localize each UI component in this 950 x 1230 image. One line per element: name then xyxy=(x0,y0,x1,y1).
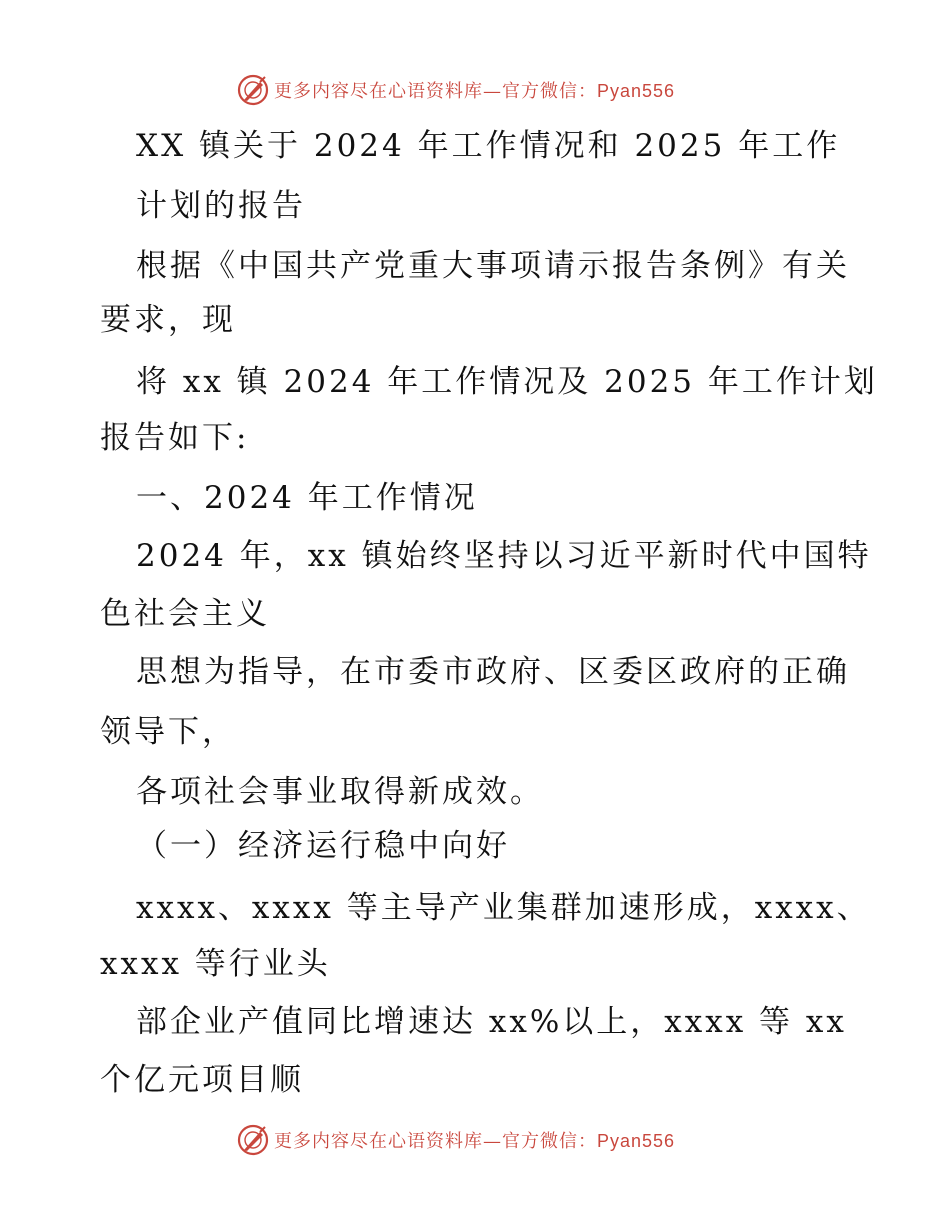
paragraph-line: 将 xx 镇 2024 年工作情况及 2025 年工作计划 xyxy=(136,364,878,400)
banner-text: 更多内容尽在心语资料库—官方微信：Pyan556 xyxy=(274,1131,676,1152)
footer-watermark-banner xyxy=(236,1122,675,1158)
banner-text: 更多内容尽在心语资料库—官方微信：Pyan556 xyxy=(274,81,676,102)
subsection-heading: （一）经济运行稳中向好 xyxy=(136,828,510,864)
paragraph-line: 根据《中国共产党重大事项请示报告条例》有关 xyxy=(136,248,850,284)
paragraph-line: xxxx 等行业头 xyxy=(100,946,331,982)
paragraph-line: 2024 年，xx 镇始终坚持以习近平新时代中国特 xyxy=(136,538,872,574)
paragraph-line: 部企业产值同比增速达 xx%以上，xxxx 等 xx xyxy=(136,1004,847,1040)
paragraph-line: xxxx、xxxx 等主导产业集群加速形成，xxxx、 xyxy=(136,890,871,926)
paragraph-line: 报告如下: xyxy=(100,420,250,456)
title-line-2: 计划的报告 xyxy=(136,188,306,224)
paragraph-line: 个亿元项目顺 xyxy=(100,1062,304,1098)
paragraph-line: 色社会主义 xyxy=(100,596,270,632)
paragraph-line: 各项社会事业取得新成效。 xyxy=(136,774,544,810)
paragraph-line: 思想为指导，在市委市政府、区委区政府的正确 xyxy=(136,654,850,690)
quill-logo-icon xyxy=(236,73,270,107)
section-heading: 一、2024 年工作情况 xyxy=(136,480,478,516)
quill-logo-icon xyxy=(236,1123,270,1157)
title-line-1: XX 镇关于 2024 年工作情况和 2025 年工作 xyxy=(136,128,841,164)
paragraph-line: 要求，现 xyxy=(100,302,236,338)
paragraph-line: 领导下， xyxy=(100,714,236,750)
header-watermark-banner xyxy=(236,72,675,108)
